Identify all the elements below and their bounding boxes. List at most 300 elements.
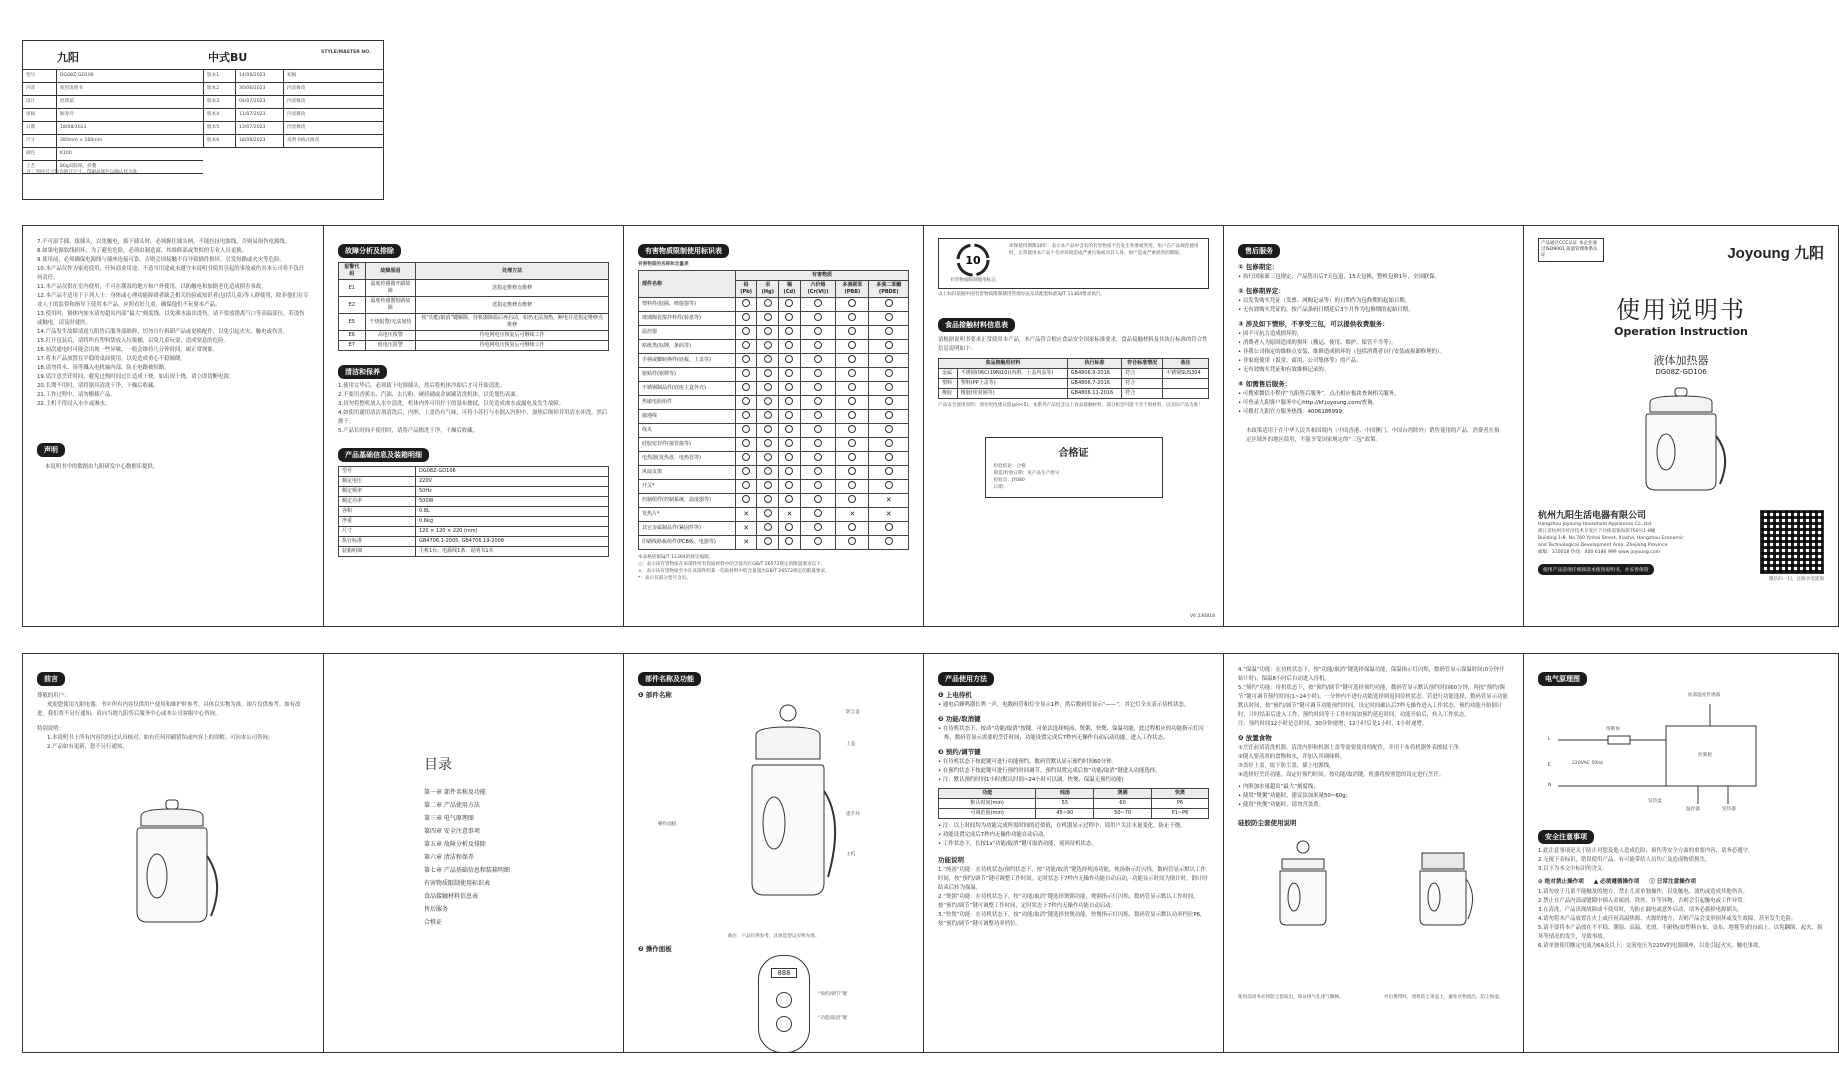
eco-caption: 有害物质限制使用标志 bbox=[950, 278, 996, 283]
hazard-mark bbox=[800, 396, 836, 410]
hazard-row bbox=[639, 298, 909, 312]
clean-item: 3.切勿将整机放入水中清洗，机体内外可用拧干的湿布擦拭，以免造成渗水或漏电及发生故障。 bbox=[338, 401, 565, 407]
hazard-part: 温控器 bbox=[639, 326, 736, 340]
model-no: DG08Z-GD106 bbox=[1655, 368, 1707, 376]
hazard-row bbox=[639, 508, 909, 522]
compliant-icon bbox=[814, 299, 822, 307]
step-item: ②倒入要蒸煮的食物和水，并加入其调味料。 bbox=[1238, 754, 1346, 760]
usage-heading: 产品使用方法 bbox=[938, 672, 994, 686]
circuit-l: L bbox=[1548, 737, 1551, 742]
function-cancel-button[interactable] bbox=[776, 1016, 792, 1032]
hazard-mark bbox=[736, 452, 757, 466]
troubleshoot-table bbox=[338, 262, 609, 351]
hazard-mark bbox=[779, 536, 800, 550]
hazard-mark bbox=[869, 340, 909, 354]
compliant-icon bbox=[814, 509, 822, 517]
safety-l3: 3.以下为本文中标识的含义： bbox=[1538, 866, 1608, 872]
warn-list bbox=[1238, 783, 1509, 810]
usage-f1: 1.“炖汤”功能：在待机状态/预约状态下，按“功能/取消”键选择炖汤功能，炖汤指示灯闪烁，数码管显示默认工作时间，按“预约/调节”键可调整工作时间，定时状态下7秒内无操作功能自动启动，功能显示时间为倒计时，倒计时结束后转为保温。 bbox=[938, 867, 1208, 891]
toc-item: 第七章 产品基础信息和装箱明细 bbox=[424, 867, 510, 874]
hazard-row bbox=[639, 368, 909, 382]
spec-row bbox=[23, 96, 203, 109]
service-item: • 无有效购买凭证的，按产品条码日期延后3个月作为包修期的起始日期。 bbox=[1244, 306, 1509, 315]
parts-note: 备注：产品仅供参考，具体造型以实物为准。 bbox=[727, 934, 820, 939]
compliant-icon bbox=[848, 355, 856, 363]
usage-note: • 注：以上时间均为功能完成所需时间的近似值，在机器显示过程中，请用户关注水量变化，防止干烧。 bbox=[944, 822, 1209, 831]
time-col: 炖汤 bbox=[1036, 789, 1094, 799]
company-contact: 邮编：310018 热线：400 6186 999 www.joyoung.com bbox=[1538, 550, 1661, 555]
hazard-mark bbox=[779, 522, 800, 536]
key-function-label: “功能/取消”键 bbox=[818, 1016, 848, 1021]
hazard-part: 控制组件(控制系统、温度器等) bbox=[639, 494, 736, 508]
hazard-part: 电热器(发热盘、电热管等) bbox=[639, 452, 736, 466]
compliant-icon bbox=[814, 313, 822, 321]
spec-value: DG08Z-GD106 bbox=[60, 73, 94, 78]
rev-date: 30/06/2023 bbox=[236, 83, 284, 95]
rev-value: 说明书格式修改 bbox=[287, 138, 320, 143]
mandatory-symbol: ▲ 必须遵循操作项 bbox=[1593, 879, 1640, 885]
preface-product-image bbox=[117, 798, 227, 928]
hazard-part: 塑料件(胶圈、喷射器等) bbox=[639, 298, 736, 312]
hazard-subtitle: 有害物质的名称和含量表 bbox=[638, 262, 689, 267]
version-label: V6 230818 bbox=[1189, 614, 1215, 619]
compliant-icon bbox=[785, 341, 793, 349]
circuit-supply: 220VAC 50Hz bbox=[1572, 761, 1604, 766]
info-key: 额定电压 bbox=[339, 477, 416, 487]
hazard-mark bbox=[869, 438, 909, 452]
spec-row bbox=[23, 83, 203, 96]
eco-text: 环保使用期限10年：表示本产品中含有的有害物质不会发生外泄或突变，用户在产品规范使用时，正常使用本产品不会对环境造成严重污染或对其人身、财产造成严重损害的期限。 bbox=[1009, 244, 1199, 256]
exceeds-icon: ✕ bbox=[743, 537, 750, 546]
hazard-mark bbox=[736, 494, 757, 508]
hazard-part: 玻璃陶瓷搅拌杯件(转盘等) bbox=[639, 312, 736, 326]
troubleshoot-cell: 低电压报警 bbox=[365, 341, 416, 351]
spec-row bbox=[23, 122, 203, 135]
usage-s1-list bbox=[938, 701, 1209, 710]
safety-item: 12.本产品不适用于下列人士：身体或心理功能障碍者缺乏相关经验或知识者(包括儿童)等人群使用，除非他们在专业人士的监督和指导下使用本产品。应照看好儿童，确保他们不玩耍本产品。 bbox=[37, 293, 309, 308]
hazard-part: 铭贴件(铭牌等) bbox=[639, 368, 736, 382]
spec-key: 内容 bbox=[23, 83, 57, 95]
compliant-icon bbox=[764, 425, 772, 433]
rev-date: 18/08/2023 bbox=[236, 135, 284, 147]
key-reserve-label: “预约/调节”键 bbox=[818, 992, 848, 997]
hazard-mark bbox=[869, 326, 909, 340]
hazard-mark bbox=[869, 508, 909, 522]
hazard-mark bbox=[736, 382, 757, 396]
compliant-icon bbox=[785, 369, 793, 377]
compliant-icon bbox=[848, 383, 856, 391]
troubleshoot-row bbox=[339, 297, 609, 314]
compliant-icon bbox=[814, 495, 822, 503]
troubleshoot-cell: E5 bbox=[339, 314, 366, 331]
toc-title: 目录 bbox=[424, 757, 452, 773]
spec-sheet bbox=[22, 40, 384, 200]
usage-l3: 注：预约时间12小时是总时间，30分钟递增；12小时后是1小时，1小时递增。 bbox=[1238, 721, 1428, 727]
spec-value: 使用说明书 bbox=[60, 86, 83, 91]
hazard-mark bbox=[779, 452, 800, 466]
hazard-row bbox=[639, 354, 909, 368]
hazard-mark bbox=[736, 340, 757, 354]
hazard-note: *：表示仅部分型号含有。 bbox=[638, 576, 691, 581]
compliant-icon bbox=[742, 481, 750, 489]
compliant-icon bbox=[785, 537, 793, 545]
hazard-col: 铅(Pb) bbox=[736, 281, 757, 298]
hazard-mark bbox=[869, 536, 909, 550]
label-lid: 上盖 bbox=[846, 742, 856, 747]
info-key: 型号 bbox=[339, 467, 416, 477]
spec-notes: 注：图中尺寸均为展开尺寸。印刷品颜色以确认样为准。 bbox=[27, 170, 142, 175]
eco-mark-number: 10 bbox=[965, 254, 981, 267]
spec-left-rows bbox=[23, 70, 203, 174]
compliant-icon bbox=[885, 439, 893, 447]
rev-date: 13/07/2023 bbox=[236, 122, 284, 134]
usage-f2: 2.“煲粥”功能：在待机状态下，按“功能/取消”键选择煲粥功能，煲粥指示灯闪烁，数码管显示默认工作时间，按“预约/调节”键可调整工作时间，定时状态下7秒内无操作功能自动启动。 bbox=[938, 894, 1199, 909]
circuit-thermostat: 温控器 bbox=[1686, 807, 1700, 812]
hazard-mark bbox=[800, 410, 836, 424]
cert-row: 制造/检验日期：见产品生产批号 bbox=[993, 471, 1060, 476]
hazard-part: 不锈钢制品件(底座主盒外壳) bbox=[639, 382, 736, 396]
hazard-mark bbox=[779, 312, 800, 326]
eco-mark-icon bbox=[956, 243, 990, 277]
company-en: Hangzhou Joyoung Household Appliances Co.,Ltd. bbox=[1538, 522, 1653, 527]
compliant-icon bbox=[814, 383, 822, 391]
compliant-icon bbox=[785, 313, 793, 321]
compliant-icon bbox=[785, 439, 793, 447]
hazard-mark bbox=[800, 536, 836, 550]
compliant-icon bbox=[848, 453, 856, 461]
spec-rev-row bbox=[204, 122, 384, 135]
safety-l1: 1.此注意事项是关于防止对您及他人造成危险、损伤等安全方面的重要内容，请务必遵守。 bbox=[1538, 848, 1754, 854]
spec-key: 尺寸 bbox=[23, 135, 57, 147]
silicone-heading: 硅胶防尘套使用说明 bbox=[1238, 819, 1297, 827]
compliant-icon bbox=[764, 299, 772, 307]
usage-head2: 功能说明 bbox=[938, 856, 964, 864]
compliant-icon bbox=[764, 369, 772, 377]
hazard-mark bbox=[757, 452, 779, 466]
safety-item: 16.初次通电时可能会出现一些异味，一般会维持几分钟时间，属正常现象。 bbox=[37, 347, 219, 353]
food-cell: 橡胶(密封圈等) bbox=[957, 389, 1067, 399]
troubleshoot-cell: E1 bbox=[339, 280, 366, 297]
troubleshoot-row bbox=[339, 331, 609, 341]
safety-item: 17.将本产品放置在平稳的桌面使用，以免造成重心不稳倾倒。 bbox=[37, 356, 186, 362]
compliant-icon bbox=[814, 397, 822, 405]
info-row bbox=[339, 477, 609, 487]
compliant-icon bbox=[742, 369, 750, 377]
hazard-mark bbox=[757, 354, 779, 368]
circuit-heater: 发热器 bbox=[1722, 807, 1736, 812]
compliant-icon bbox=[785, 327, 793, 335]
preface-p3: 1.本说明书上所有内容均经过认真核对，如有任何印刷错误或内容上的误解，可向本公司咨询。 bbox=[47, 735, 274, 741]
info-row bbox=[339, 497, 609, 507]
safety-item: 11.本产品仅供在室内使用，不可在潮湿的地方和户外使用，以防触电和加剧老化造成损害事故。 bbox=[37, 284, 267, 290]
hazard-mark bbox=[736, 312, 757, 326]
usage-time-table bbox=[938, 788, 1209, 819]
service-item: • 可搜索微信小程序“九阳售后服务”，点击相应板块查询相关服务。 bbox=[1244, 390, 1509, 399]
usage-f3: 3.“快煲”功能：在待机状态下，按“功能/取消”键选择快煲功能，快煲指示灯闪烁，数码管显示默认功率档位P6，按“预约/调节”键可调整功率档位。 bbox=[938, 912, 1206, 927]
hazard-mark bbox=[736, 410, 757, 424]
usage-l2: 5.“预约”功能：待机状态下，按“预约/调节”键可选择预约功能，数码管显示默认预约时间60分钟，再按“预约/调节”键可调节预约时间(1~24小时)，一分钟内不进行功能选择则返回待机状态。若进行功能选择，数码管显示功能默认时间，按“预约/调节”键可调节功能预约时间，设定时间确认后7秒无操作进入工作状态，预约功能开始倒计时，计时结束后进入工作，预约时间等于工作时间加预约延迟时间，功能开始后，转入工作状态。 bbox=[1238, 685, 1508, 718]
time-col: 煲粥 bbox=[1094, 789, 1152, 799]
compliant-icon bbox=[885, 397, 893, 405]
spec-key: 日期 bbox=[23, 122, 57, 134]
compliant-icon bbox=[885, 341, 893, 349]
compliant-icon bbox=[814, 537, 822, 545]
hazard-mark bbox=[757, 494, 779, 508]
service-item: • 可登录九阳客户服务中心http://kf.joyoung.com/查询。 bbox=[1244, 399, 1509, 408]
troubleshoot-row bbox=[339, 341, 609, 351]
spec-rev-row bbox=[204, 96, 384, 109]
hazard-mark bbox=[779, 354, 800, 368]
label-handle: 提手环 bbox=[846, 812, 860, 817]
compliant-icon bbox=[885, 355, 893, 363]
hazard-part: 发热片* bbox=[639, 508, 736, 522]
food-cell: 符合 bbox=[1122, 389, 1163, 399]
panel-preface bbox=[23, 654, 323, 1052]
toc-list bbox=[424, 786, 609, 929]
toc-item: 第二章 产品使用方法 bbox=[424, 802, 480, 809]
circuit-heater-plate: 发热盘 bbox=[1648, 799, 1662, 804]
hazard-mark bbox=[869, 312, 909, 326]
toc-item: 第五章 故障分析及排除 bbox=[424, 841, 486, 848]
hazard-mark bbox=[757, 368, 779, 382]
compliant-icon bbox=[848, 481, 856, 489]
rev-key: 版本5 bbox=[204, 122, 236, 134]
safety-item: 21.工作过程中，请勿搬移产品。 bbox=[37, 392, 116, 398]
circuit-e: E bbox=[1548, 763, 1551, 768]
food-cell bbox=[1163, 389, 1209, 399]
info-key: 装箱明细 bbox=[339, 547, 416, 557]
rev-date: 11/07/2023 bbox=[236, 109, 284, 121]
logo-en: Joyoung bbox=[1727, 245, 1790, 262]
compliant-icon bbox=[848, 299, 856, 307]
rev-key: 版本1 bbox=[204, 70, 236, 82]
hazard-mark bbox=[779, 480, 800, 494]
exceeds-icon: ✕ bbox=[885, 509, 892, 518]
compliant-icon bbox=[764, 313, 772, 321]
usage-s2: ❷ 功能/取消键 bbox=[938, 715, 981, 723]
food-row bbox=[939, 369, 1209, 379]
hazard-notes bbox=[638, 554, 909, 582]
hazard-mark bbox=[800, 312, 836, 326]
info-row bbox=[339, 507, 609, 517]
service-s4: ④ 如需售后服务： bbox=[1238, 380, 1292, 388]
spec-brand: 九阳 bbox=[57, 51, 79, 64]
eco-note: 以上标识依据中国有害物质限制使用管理办法及其配套标准SJ/T 11364要求执行。 bbox=[938, 292, 1106, 297]
spec-row bbox=[23, 148, 203, 161]
compliant-icon bbox=[814, 453, 822, 461]
troubleshoot-cell: 干烧报警/无法加热 bbox=[365, 314, 416, 331]
service-item: • 消费者人为原因造成的损坏（搬运、使用、维护、保管不当等）。 bbox=[1244, 339, 1509, 348]
safety-list bbox=[37, 238, 309, 409]
toc-item: 合格证 bbox=[424, 919, 443, 926]
label-panel: 操作面板 bbox=[658, 822, 677, 827]
panel-food-contact bbox=[923, 226, 1223, 626]
safety-items bbox=[1538, 888, 1824, 951]
food-cell: GB4806.9-2016 bbox=[1067, 369, 1122, 379]
food-cell: GB4806.11-2016 bbox=[1067, 389, 1122, 399]
hazard-mark bbox=[736, 396, 757, 410]
hazard-mark bbox=[736, 508, 757, 522]
food-cell bbox=[1163, 379, 1209, 389]
food-col-2: 符合标准情况 bbox=[1122, 359, 1163, 369]
compliant-icon bbox=[848, 327, 856, 335]
troubleshoot-cell: 高电压报警 bbox=[365, 331, 416, 341]
info-value: 主机1台、电源线1条、说明书1本 bbox=[416, 547, 609, 557]
company-name: 杭州九阳生活电器有限公司 bbox=[1538, 511, 1647, 521]
cert-badge: 产品通过CCC认证 本企业通过ISO9001 质量管理体系认证 bbox=[1538, 238, 1604, 262]
compliant-icon bbox=[785, 397, 793, 405]
hazard-mark bbox=[757, 298, 779, 312]
hazard-mark bbox=[836, 410, 869, 424]
rev-key: 版本3 bbox=[204, 96, 236, 108]
food-cell: 塑料 bbox=[939, 379, 958, 389]
hazard-mark bbox=[836, 354, 869, 368]
compliant-icon bbox=[764, 397, 772, 405]
compliant-icon bbox=[764, 453, 772, 461]
service-s3-list bbox=[1238, 330, 1509, 375]
safety-item: 15.打开包装后，请将所有塑料袋放入垃圾桶，以免儿童玩耍，造成窒息的危险。 bbox=[37, 338, 229, 344]
spec-key: 审核 bbox=[23, 109, 57, 121]
clean-item: 4.如使用通用清洁剂清洗后，内胆、上盖仍有气味，可将小苏打与水倒入内胆中，加热后倒掉并用清水冲洗，然后擦干。 bbox=[338, 410, 608, 425]
food-heading: 食品接触材料信息表 bbox=[938, 318, 1015, 332]
hazard-part: 风扇支架 bbox=[639, 466, 736, 480]
food-row bbox=[939, 379, 1209, 389]
prohibited-symbol: ⊘ 绝对禁止操作项 bbox=[1538, 879, 1584, 885]
hazard-mark bbox=[836, 536, 869, 550]
hazard-mark bbox=[736, 354, 757, 368]
hazard-mark bbox=[800, 522, 836, 536]
food-place-heading: ❹ 放置食物 bbox=[1238, 734, 1272, 742]
info-value: 0.6kg bbox=[416, 517, 609, 527]
silicone-caption-1: 使用前请务必将防尘套取出，保证排气孔排气顺畅。 bbox=[1238, 995, 1344, 1000]
food-intro: 请根据说明书要求正常使用本产品。本产品符合相应食品安全国家标准要求，食品接触材料及其执行标准的符合性信息说明如下： bbox=[938, 337, 1208, 352]
troubleshoot-cell: 按“功能/取消”键解除，待机器降温后再启动，如仍无法加热，断电并送指定维修点维修 bbox=[416, 314, 609, 331]
compliant-icon bbox=[785, 383, 793, 391]
food-col-1: 执行标准 bbox=[1067, 359, 1122, 369]
compliant-icon bbox=[742, 313, 750, 321]
hazard-group: 有害物质 bbox=[736, 271, 909, 281]
hazard-mark bbox=[779, 494, 800, 508]
troubleshoot-cell: 温度传感器开路故障 bbox=[365, 280, 416, 297]
exceeds-icon: ✕ bbox=[786, 509, 793, 518]
hazard-row bbox=[639, 452, 909, 466]
spec-series: 中式BU bbox=[208, 51, 248, 64]
safety-rule: 6.请单独使用额定电流为6A及以上、交流电压为220V的电源插座，以免引起火灾、触电事故。 bbox=[1538, 943, 1764, 949]
hazard-row bbox=[639, 396, 909, 410]
compliant-icon bbox=[742, 453, 750, 461]
service-s3: ③ 涉及如下情形，不享受三包，可以提供收费服务： bbox=[1238, 320, 1389, 328]
compliant-icon bbox=[814, 355, 822, 363]
hazard-mark bbox=[836, 438, 869, 452]
hazard-part: 接地线 bbox=[639, 410, 736, 424]
hazard-mark bbox=[836, 382, 869, 396]
safety-item: 22.主机不得浸入水中或淋水。 bbox=[37, 401, 111, 407]
hazard-mark bbox=[757, 410, 779, 424]
spec-rev-row bbox=[204, 135, 384, 148]
compliant-icon bbox=[885, 299, 893, 307]
compliant-icon bbox=[848, 467, 856, 475]
food-foot: 产品安全使用说明：请勿更改建议值(pH<5)。本系列产品包含以上食品接触材料，部分机型可能不含个别材料，以实际产品为准！ bbox=[938, 403, 1203, 408]
spec-row bbox=[23, 135, 203, 148]
step-item: ④选择好烹饪功能，设定好预约时间，按功能/取消键，机器将按照您的设定进行烹饪。 bbox=[1238, 772, 1445, 778]
label-body: 主机 bbox=[846, 852, 856, 857]
hazard-mark bbox=[800, 494, 836, 508]
time-cell: 55 bbox=[1036, 799, 1094, 809]
hazard-part: 贴纸类(标牌、条码等) bbox=[639, 340, 736, 354]
compliant-icon bbox=[848, 369, 856, 377]
compliant-icon bbox=[848, 397, 856, 405]
hazard-mark bbox=[800, 452, 836, 466]
compliant-icon bbox=[742, 425, 750, 433]
hazard-row bbox=[639, 410, 909, 424]
hazard-mark bbox=[779, 340, 800, 354]
compliant-icon bbox=[742, 327, 750, 335]
preface-p1: 欢迎您使用九阳电器。书中所有内容仅供用户使用和维护时参考，具体以实物为准，图片仅供参考。如有改进，我们将不另行通知，请向当地九阳售后服务中心或本公司客服中心咨询。 bbox=[37, 702, 301, 717]
spec-key: 型号 bbox=[23, 70, 57, 82]
preface-p4: 2.产品如有更新，恕不另行通知。 bbox=[47, 744, 128, 750]
troubleshoot-cell: 温度传感器短路故障 bbox=[365, 297, 416, 314]
hazard-heading: 有害物质限制使用标识表 bbox=[638, 244, 729, 258]
reserve-adjust-button[interactable] bbox=[776, 992, 792, 1008]
compliant-icon bbox=[785, 523, 793, 531]
hazard-part: 线夹 bbox=[639, 424, 736, 438]
service-heading: 售后服务 bbox=[1238, 244, 1280, 258]
circuit-fuse: 熔断体 bbox=[1606, 727, 1620, 732]
safety-item: 20.长期不用时，请将器具清洗干净，干燥后收藏。 bbox=[37, 383, 159, 389]
info-key: 执行标准 bbox=[339, 537, 416, 547]
hazard-col: 多溴联苯(PBB) bbox=[836, 281, 869, 298]
warn-item: • 使用“快煲”功能时，请勿含盖煮。 bbox=[1244, 801, 1509, 810]
safety-rule: 5.请不要将本产品放在不平稳、潮湿、高温、光滑、不耐热(如塑料台布、桌布、地毯等)的台面上，以免翻倒、起火、损坏等情况的发生，导致事故。 bbox=[1538, 925, 1823, 940]
hazard-mark bbox=[836, 368, 869, 382]
panel-usage-continued bbox=[1223, 654, 1523, 1052]
compliant-icon bbox=[764, 439, 772, 447]
hazard-mark bbox=[836, 466, 869, 480]
hazard-mark bbox=[800, 326, 836, 340]
rev-value: 内容修改 bbox=[287, 99, 306, 104]
safety-item: 13.使用时，锅体内加水请勿超出内部“最大”刻度线，以免沸水溢出烫伤。请不要放错离气口等高温部位，若烫伤或触电，请及时就医。 bbox=[37, 311, 305, 326]
company-addr: 浙江省杭州市经济技术开发区下沙街道银海街760号1-8幢 bbox=[1538, 529, 1656, 534]
safety-rule: 3.在清洗、产品出现故障或不使用时，为防止漏电或意外启动，请务必拔掉电源插头。 bbox=[1538, 907, 1743, 913]
info-value: 500W bbox=[416, 497, 609, 507]
service-item: • 以发货购买凭证（发票、网购记录等）的日期作为包修期的起始日期。 bbox=[1244, 297, 1509, 306]
hazard-row bbox=[639, 494, 909, 508]
compliant-icon bbox=[848, 341, 856, 349]
hazard-mark bbox=[836, 508, 869, 522]
control-panel bbox=[758, 955, 810, 1052]
hazard-mark bbox=[757, 382, 779, 396]
cert-row: 检验结论：合格 bbox=[993, 464, 1026, 469]
hazard-mark bbox=[736, 480, 757, 494]
info-key: 尺寸 bbox=[339, 527, 416, 537]
compliant-icon bbox=[785, 481, 793, 489]
compliant-icon bbox=[885, 481, 893, 489]
spec-key: 设计 bbox=[23, 96, 57, 108]
panel-cover bbox=[1523, 226, 1838, 626]
compliant-icon bbox=[785, 495, 793, 503]
time-cell: 默认时间(min) bbox=[939, 799, 1036, 809]
hazard-mark bbox=[779, 382, 800, 396]
hazard-col: 镉(Cd) bbox=[779, 281, 800, 298]
time-cell: 可调范围(min) bbox=[939, 809, 1036, 819]
compliant-icon bbox=[742, 439, 750, 447]
hazard-mark bbox=[779, 438, 800, 452]
info-key: 额定频率 bbox=[339, 487, 416, 497]
panel-troubleshoot bbox=[323, 226, 623, 626]
spec-rev-row bbox=[204, 70, 384, 83]
safety-l2: 2.无视下表标识，错误使用产品，有可能带给人员伤亡及造成物质损失。 bbox=[1538, 857, 1711, 863]
hazard-mark bbox=[800, 354, 836, 368]
